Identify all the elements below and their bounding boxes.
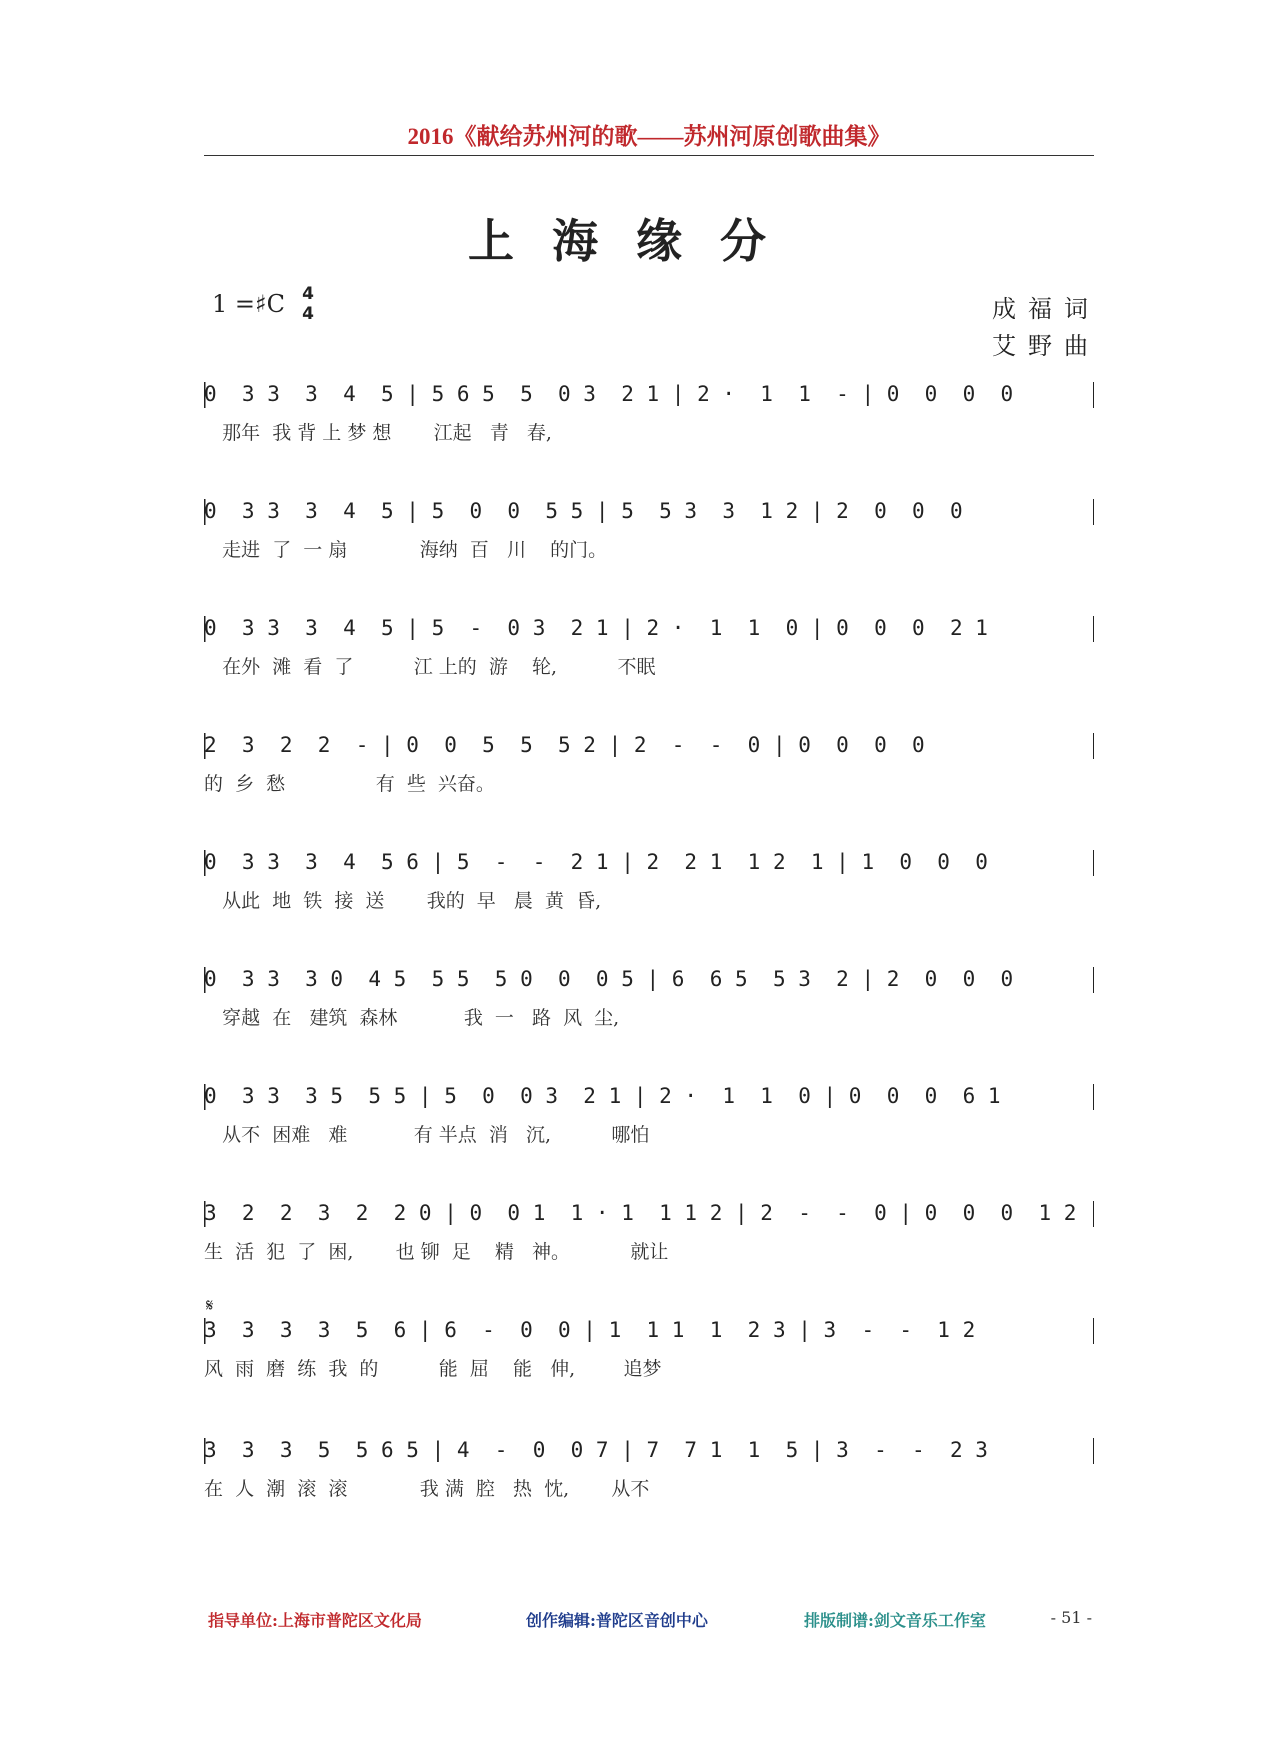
staff-line-8 [204, 1179, 1094, 1296]
time-signature [300, 284, 316, 324]
segno-sign: 𝄋 [206, 1296, 214, 1316]
notation: 0 3 3 3 4 5 | 5 - 0 3 2 1 | 2 · 1 1 0 | 0 0 0 2 1 [204, 616, 1094, 644]
footer-creation: 创作编辑:普陀区音创中心 [526, 1611, 708, 1630]
key-signature: 1 =♯C [212, 290, 285, 318]
notation: 0 3 3 3 4 5 | 5 0 0 5 5 | 5 5 3 3 1 2 | 2 0 0 0 [204, 499, 1094, 527]
page-number: - 51 - [1050, 1608, 1092, 1627]
lyricist-credit: 成福词 [992, 295, 1100, 323]
staff-line-10 [204, 1416, 1094, 1533]
notation: 2 3 2 2 - | 0 0 5 5 5 2 | 2 - - 0 | 0 0 0 0 [204, 733, 1094, 761]
lyrics: 穿越 在 建筑 森林 我 一 路 风 尘, [204, 1007, 620, 1029]
staff-line-3 [204, 594, 1094, 711]
composer-credit: 艾野曲 [992, 332, 1100, 360]
notation: 0 3 3 3 4 5 6 | 5 - - 2 1 | 2 2 1 1 2 1 | 1 0 0 0 [204, 850, 1094, 878]
staff-line-5 [204, 828, 1094, 945]
lyrics: 的 乡 愁 有 些 兴奋。 [204, 773, 495, 795]
notation: 0 3 3 3 0 4 5 5 5 5 0 0 0 5 | 6 6 5 5 3 2 | 2 0 0 0 [204, 967, 1094, 995]
time-signature-top: 4 [302, 284, 314, 304]
lyrics: 从此 地 铁 接 送 我的 早 晨 黄 昏, [204, 890, 602, 912]
staff-line-7 [204, 1062, 1094, 1179]
staff-line-2 [204, 477, 1094, 594]
footer-typesetting: 排版制谱:剑文音乐工作室 [804, 1611, 986, 1630]
score [204, 360, 1094, 1533]
notation: 3 2 2 3 2 2 0 | 0 0 1 1 · 1 1 1 2 | 2 - - 0 | 0 0 0 1 2 [204, 1201, 1094, 1229]
lyrics: 风 雨 磨 练 我 的 能 屈 能 伸, 追梦 [204, 1358, 662, 1380]
staff-line-4 [204, 711, 1094, 828]
notation: 3 3 3 3 5 6 | 6 - 0 0 | 1 1 1 1 2 3 | 3 - - 1 2 [204, 1318, 1094, 1346]
staff-line-6 [204, 945, 1094, 1062]
notation: 3 3 3 5 5 6 5 | 4 - 0 0 7 | 7 7 1 1 5 | 3 - - 2 3 [204, 1438, 1094, 1466]
staff-line-9 [204, 1296, 1094, 1416]
footer-guidance: 指导单位:上海市普陀区文化局 [208, 1611, 422, 1630]
lyrics: 在外 滩 看 了 江 上的 游 轮, 不眠 [204, 656, 656, 678]
lyrics: 从不 困难 难 有 半点 消 沉, 哪怕 [204, 1124, 650, 1146]
song-title: 上海缘分 [468, 214, 804, 268]
time-signature-bottom: 4 [302, 304, 314, 324]
header-rule [204, 155, 1094, 156]
collection-header: 2016《献给苏州河的歌——苏州河原创歌曲集》 [407, 124, 891, 149]
notation: 0 3 3 3 4 5 | 5 6 5 5 0 3 2 1 | 2 · 1 1 - | 0 0 0 0 [204, 382, 1094, 410]
lyrics: 生 活 犯 了 困, 也 铆 足 精 神。 就让 [204, 1241, 669, 1263]
staff-line-1 [204, 360, 1094, 477]
lyrics: 那年 我 背 上 梦 想 江起 青 春, [204, 422, 552, 444]
notation: 0 3 3 3 5 5 5 | 5 0 0 3 2 1 | 2 · 1 1 0 | 0 0 0 6 1 [204, 1084, 1094, 1112]
lyrics: 在 人 潮 滚 滚 我 满 腔 热 忱, 从不 [204, 1478, 650, 1500]
lyrics: 走进 了 一 扇 海纳 百 川 的门。 [204, 539, 608, 561]
